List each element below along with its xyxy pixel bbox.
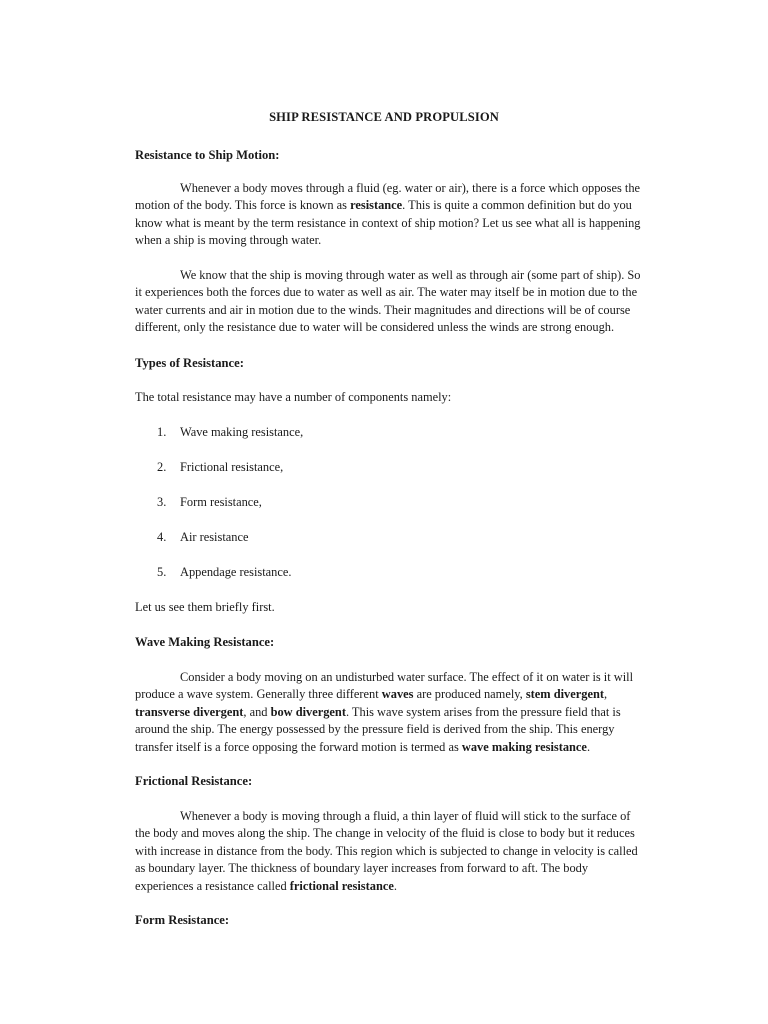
list-text: Frictional resistance, [180,460,284,474]
list-text: Air resistance [180,530,249,544]
text-run: . This wave system arises from the pressure field that is around the ship. The energy possessed by the pressure field is derived from the ship. This energy transfer itself is a force opposing the forward motion is termed as [135,704,621,754]
list-item [157,530,248,545]
paragraph-frictional [135,808,647,895]
heading-form-resistance: Form Resistance: [135,913,230,927]
text-run: Whenever a body moves through a fluid (eg. water or air), there is a force which opposes the motion of the body. This force is known as [135,181,641,213]
list-number: 3. [157,495,167,509]
list-text: Wave making resistance, [180,425,304,439]
text-run: . This is quite a common definition but do you know what is meant by the term resistance in context of ship motion? Let us see what all is happening when a ship is moving through water. [135,198,641,248]
list-number: 5. [157,565,167,579]
list-number: 1. [157,425,167,439]
types-intro: The total resistance may have a number of components namely: [135,390,452,404]
text-run: Whenever a body is moving through a fluid, a thin layer of fluid will stick to the surface of the body and moves along the ship. The change in velocity of the fluid is close to body but it reduces with increase in distance from the body. This region which is subjected to change in velocity is called as boundary layer. The thickness of boundary layer increases from forward to aft. The body experiences a resistance called [135,809,638,893]
paragraph-water-and-air [135,267,647,337]
text-run: are produced namely, [413,687,526,702]
list-text: Appendage resistance. [180,565,292,579]
text-run: , [603,687,608,702]
heading-frictional-resistance: Frictional Resistance: [135,774,253,788]
text-run: Consider a body moving on an undisturbed water surface. The effect of it on water is it will produce a wave system. Generally three different [135,670,634,702]
bold-term-stem-divergent: stem divergent [525,687,604,702]
document-title: SHIP RESISTANCE AND PROPULSION [269,110,499,124]
list-item [157,495,262,510]
bold-term-wave-making-resistance: wave making resistance [461,739,587,754]
list-item [157,460,283,475]
heading-types-of-resistance: Types of Resistance: [135,356,244,370]
bold-term-transverse-divergent: transverse divergent [135,704,244,719]
list-item [157,425,303,440]
list-number: 2. [157,460,167,474]
heading-wave-making-resistance: Wave Making Resistance: [135,635,275,649]
paragraph-wave-making [135,669,647,756]
list-number: 4. [157,530,167,544]
text-run: . [393,878,397,893]
bold-term-resistance: resistance [350,198,403,213]
list-item [157,565,291,580]
paragraph-resistance-definition [135,180,647,250]
bold-term-frictional-resistance: frictional resistance [289,878,394,893]
list-text: Form resistance, [180,495,262,509]
heading-resistance-to-ship-motion: Resistance to Ship Motion: [135,148,280,162]
text-run: . [586,739,591,754]
text-run: , and [243,704,271,719]
brief-intro: Let us see them briefly first. [135,600,275,614]
bold-term-waves: waves [381,687,414,702]
bold-term-bow-divergent: bow divergent [270,704,346,719]
text-run: We know that the ship is moving through water as well as through air (some part of ship). So it experiences both the forces due to water as well as air. The water may itself be in motion due to the water currents and air in motion due to the winds. Their magnitudes and directions will be of course different, only the resistance due to water will be considered unless the winds are strong enough. [135,268,641,335]
